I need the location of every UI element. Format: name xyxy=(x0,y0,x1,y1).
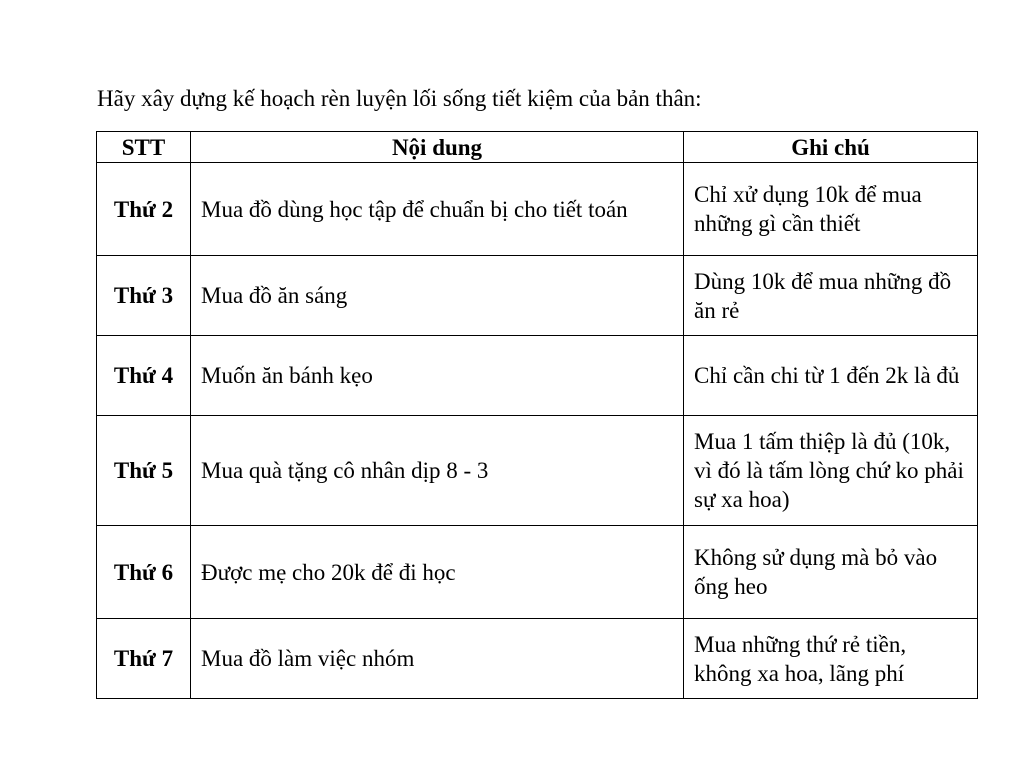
day-cell: Thứ 6 xyxy=(97,526,191,619)
day-cell: Thứ 3 xyxy=(97,256,191,336)
table-row xyxy=(97,619,978,699)
header-note: Ghi chú xyxy=(684,132,978,163)
note-cell: Chỉ xử dụng 10k để mua những gì cần thiết xyxy=(684,163,978,256)
day-cell: Thứ 2 xyxy=(97,163,191,256)
content-cell: Được mẹ cho 20k để đi học xyxy=(191,526,684,619)
prompt-text: Hãy xây dựng kế hoạch rèn luyện lối sống tiết kiệm của bản thân: xyxy=(97,86,702,111)
table-row xyxy=(97,416,978,526)
note-cell: Chỉ cần chi từ 1 đến 2k là đủ xyxy=(684,336,978,416)
note-cell: Dùng 10k để mua những đồ ăn rẻ xyxy=(684,256,978,336)
table-row xyxy=(97,163,978,256)
table-row xyxy=(97,256,978,336)
note-cell: Không sử dụng mà bỏ vào ống heo xyxy=(684,526,978,619)
header-content: Nội dung xyxy=(191,132,684,163)
table-row xyxy=(97,526,978,619)
content-cell: Mua đồ làm việc nhóm xyxy=(191,619,684,699)
note-cell: Mua 1 tấm thiệp là đủ (10k, vì đó là tấm lòng chứ ko phải sự xa hoa) xyxy=(684,416,978,526)
table-row xyxy=(97,336,978,416)
content-cell: Mua quà tặng cô nhân dịp 8 - 3 xyxy=(191,416,684,526)
day-cell: Thứ 5 xyxy=(97,416,191,526)
table-header-row xyxy=(97,132,978,163)
note-cell: Mua những thứ rẻ tiền, không xa hoa, lãng phí xyxy=(684,619,978,699)
content-cell: Mua đồ dùng học tập để chuẩn bị cho tiết toán xyxy=(191,163,684,256)
content-cell: Mua đồ ăn sáng xyxy=(191,256,684,336)
day-cell: Thứ 4 xyxy=(97,336,191,416)
day-cell: Thứ 7 xyxy=(97,619,191,699)
content-cell: Muốn ăn bánh kẹo xyxy=(191,336,684,416)
header-stt: STT xyxy=(97,132,191,163)
savings-plan-table xyxy=(96,131,978,699)
